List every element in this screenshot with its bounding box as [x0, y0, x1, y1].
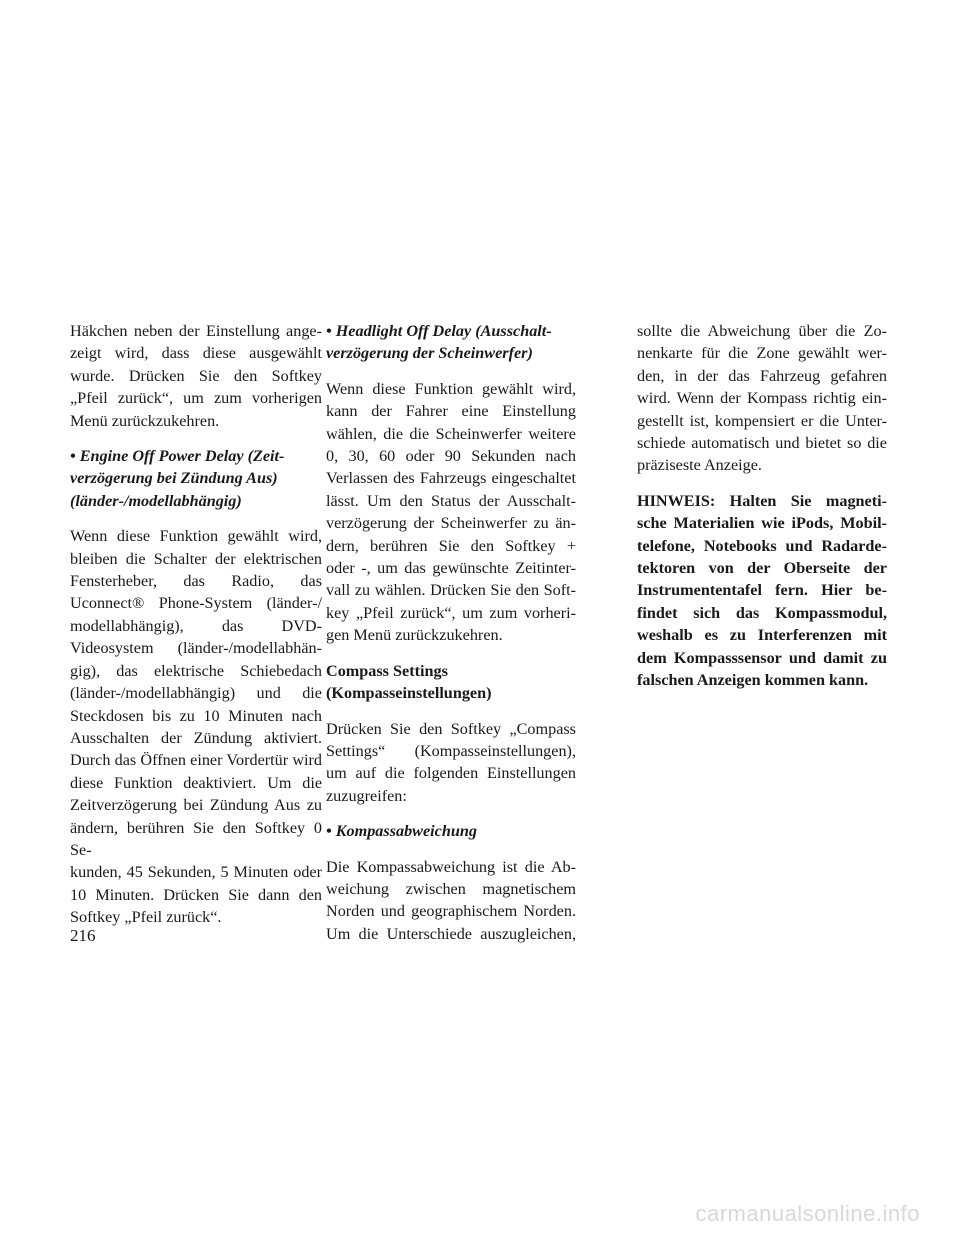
paragraph-kompassabweichung: Die Kompassabweichung ist die Ab- weichung zwischen magnetischem Norden und geographischem Norden. Um die Unterschiede auszugleichen,	[326, 857, 576, 943]
heading-compass-settings: Compass Settings (Kompasseinstellungen)	[326, 661, 492, 703]
text-column-left	[70, 320, 322, 929]
page-number: 216	[70, 926, 96, 945]
watermark: carmanualsonline.info	[695, 1201, 920, 1226]
note-magnetic-materials: HINWEIS: Halten Sie magneti- sche Materialien wie iPods, Mobil- telefone, Notebooks und Radarde- tektoren von der Oberseite der Instrumententafel fern. Hier be- findet sich das Kompassmodul, weshalb es zu Interferenzen mit dem Kompasssensor und damit zu falschen Anzeigen kommen kann.	[637, 491, 887, 690]
paragraph-engine-off-power-delay: Wenn diese Funktion gewählt wird, bleiben die Schalter der elektrischen Fensterheber, das Radio, das Uconnect® Phone-System (länder-/ modellabhängig), das DVD- Videosystem (länder-/modellabhän- gig), das elektrische Schiebedach (länder-/modellabhängig) und die Steckdosen bis zu 10 Minuten nach Ausschalten der Zündung aktiviert. Durch das Öffnen einer Vordertür wird diese Funktion deaktiviert. Um die Zeitverzögerung bei Zündung Aus zu ändern, berühren Sie den Softkey 0 Se- kunden, 45 Sekunden, 5 Minuten oder 10 Minuten. Drücken Sie dann den Softkey „Pfeil zurück“.	[70, 527, 322, 927]
paragraph-compass-settings: Drücken Sie den Softkey „Compass Settings“ (Kompasseinstellungen), um auf die folgenden Einstellungen zuzugreifen:	[326, 719, 576, 805]
text-column-middle	[326, 320, 576, 945]
paragraph-zone-selection: sollte die Abweichung über die Zo- nenkarte für die Zone gewählt wer- den, in der das Fahrzeug gefahren wird. Wenn der Kompass richtig ein- gestellt ist, kompensiert er die Unter- schiede automatisch und bietet so die präziseste Anzeige.	[637, 322, 887, 475]
paragraph-checkmark-info: Häkchen neben der Einstellung ange- zeigt wird, dass diese ausgewählt wurde. Drücken Sie den Softkey „Pfeil zurück“, um zum vorherigen Menü zurückzukehren.	[70, 322, 322, 430]
heading-headlight-off-delay: • Headlight Off Delay (Ausschalt- verzögerung der Scheinwerfer)	[326, 322, 552, 363]
paragraph-headlight-off-delay: Wenn diese Funktion gewählt wird, kann der Fahrer eine Einstellung wählen, die die Scheinwerfer weitere 0, 30, 60 oder 90 Sekunden nach Verlassen des Fahrzeugs eingeschaltet lässt. Um den Status der Ausschalt- verzögerung der Scheinwerfer zu än- dern, berühren Sie den Softkey + oder -, um das gewünschte Zeitinter- vall zu wählen. Drücken Sie den Soft- key „Pfeil zurück“, um zum vorheri- gen Menü zurückzukehren.	[326, 379, 576, 645]
heading-kompassabweichung: • Kompassabweichung	[326, 822, 477, 841]
heading-engine-off-power-delay: • Engine Off Power Delay (Zeit- verzögerung bei Zündung Aus) (länder-/modellabhängig)	[70, 447, 285, 510]
text-column-right	[637, 320, 887, 692]
